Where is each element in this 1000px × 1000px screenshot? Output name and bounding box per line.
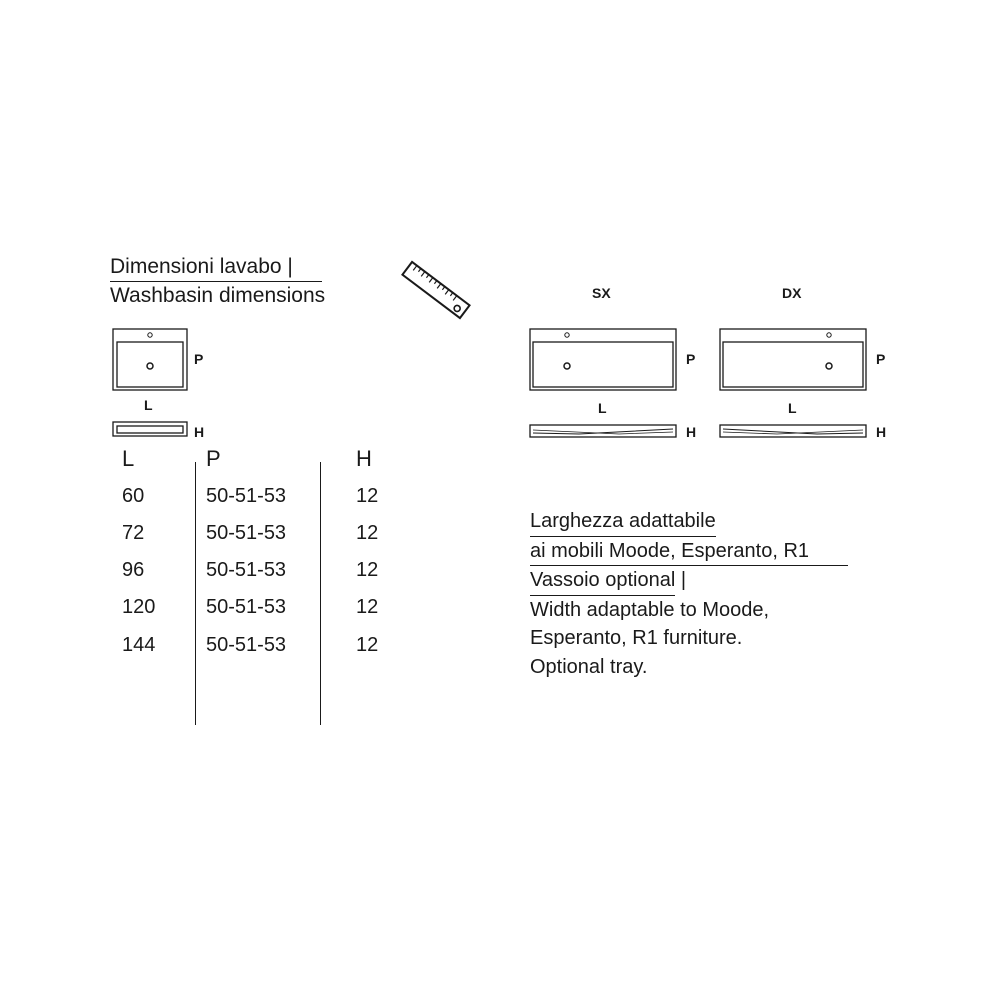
- dx-basin-side-view: [719, 424, 869, 440]
- title-english: Washbasin dimensions: [110, 284, 326, 307]
- dx-depth-label: P: [876, 351, 886, 367]
- note-en-line2: Esperanto, R1 furniture.: [530, 627, 743, 649]
- note-en-line1: Width adaptable to Moode,: [530, 598, 770, 621]
- single-height-label: H: [194, 424, 205, 440]
- sx-title: SX: [592, 285, 611, 301]
- page-title: [110, 253, 325, 310]
- table-cell-h: 12: [356, 522, 379, 544]
- table-cell-p: 50-51-53: [206, 596, 287, 618]
- note-separator: |: [675, 569, 687, 591]
- column-divider-2: [320, 462, 321, 725]
- table-cell-h: 12: [356, 634, 379, 656]
- table-cell-l: 72: [122, 522, 145, 544]
- table-cell-l: 60: [122, 485, 145, 507]
- single-width-label: L: [144, 397, 153, 413]
- table-cell-l: 120: [122, 596, 156, 618]
- dx-title: DX: [782, 285, 802, 301]
- table-cell-p: 50-51-53: [206, 522, 287, 544]
- dx-basin-top-view: [719, 328, 867, 392]
- sx-height-label: H: [686, 424, 697, 440]
- column-divider-1: [195, 462, 196, 725]
- sx-basin-side-view: [529, 424, 679, 440]
- table-header-l: L: [122, 446, 135, 471]
- table-cell-p: 50-51-53: [206, 485, 287, 507]
- sx-basin-top-view: [529, 328, 677, 392]
- note-it-line1: Larghezza adattabile: [530, 507, 716, 537]
- dx-height-label: H: [876, 424, 887, 440]
- note-it-line3: Vassoio optional: [530, 566, 675, 596]
- ruler-icon: [400, 256, 472, 324]
- table-cell-h: 12: [356, 596, 379, 618]
- table-cell-h: 12: [356, 485, 379, 507]
- single-basin-side-view: [112, 421, 190, 439]
- note-it-line2: ai mobili Moode, Esperanto, R1: [530, 537, 848, 567]
- single-depth-label: P: [194, 351, 204, 367]
- sx-depth-label: P: [686, 351, 696, 367]
- single-basin-top-view: [112, 328, 188, 392]
- table-header-p: P: [206, 446, 221, 471]
- notes-block: [530, 507, 848, 681]
- table-cell-p: 50-51-53: [206, 559, 287, 581]
- table-header-h: H: [356, 446, 372, 471]
- sx-width-label: L: [598, 400, 607, 416]
- table-cell-h: 12: [356, 559, 379, 581]
- table-cell-l: 96: [122, 559, 145, 581]
- table-cell-p: 50-51-53: [206, 634, 287, 656]
- dx-width-label: L: [788, 400, 797, 416]
- note-en-line3: Optional tray.: [530, 655, 648, 678]
- title-italian: Dimensioni lavabo |: [110, 253, 322, 282]
- table-cell-l: 144: [122, 634, 156, 656]
